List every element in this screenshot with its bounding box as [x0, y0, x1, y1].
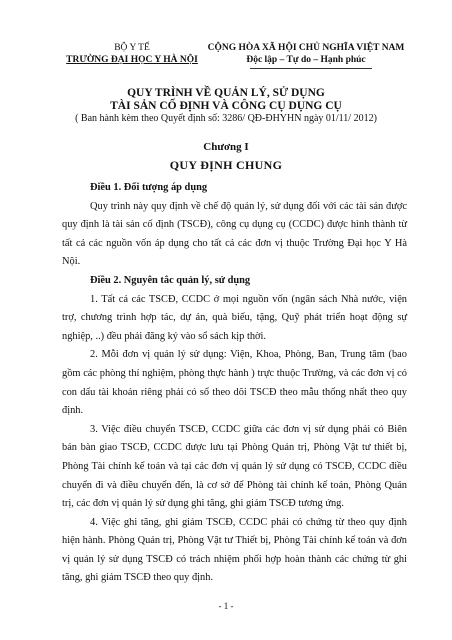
article2-paragraph-3: 3. Việc điều chuyển TSCĐ, CCDC giữa các đơn vị sử dụng phải có Biên bản bàn giao TSCĐ, CCDC được lưu tại Phòng Quản trị, Phòng Vật tư thiết bị, Phòng Tài chính kế toán và tại các đơn vị quản lý sử dụng có TSCĐ, CCDC điều chuyển đi và điều chuyển đến, là cơ sở để Phòng tài chính kế toán, Phòng Quản trị, các đơn vị quản lý sử dụng ghi tăng, ghi giảm TSCĐ tương ứng.: [62, 423, 407, 510]
motto-underline: [250, 68, 372, 69]
article2-paragraph-2: 2. Mỗi đơn vị quản lý sử dụng: Viện, Khoa, Phòng, Ban, Trung tâm (bao gồm các phòng thí nghiệm, phòng thực hành ) trực thuộc Trường, và các đơn vị có con dấu tài khoản riêng phải có sổ theo dõi TSCĐ theo mẫu thống nhất theo quy định.: [62, 349, 407, 417]
article1-paragraph: Quy trình này quy định về chế độ quản lý, sử dụng đối với các tài sản được quy định là tài sản cố định (TSCĐ), công cụ dụng cụ (CCDC) được hình thành từ tất cả các nguồn vốn áp dụng cho tất cả các đơn vị thuộc Trường Đại học Y Hà Nội.: [62, 200, 407, 268]
chapter-number: Chương I: [203, 141, 249, 153]
motto-line: Độc lập – Tự do – Hạnh phúc: [246, 55, 366, 65]
ministry-name: BỘ Y TẾ: [114, 43, 150, 53]
page-number: - 1 -: [218, 601, 234, 611]
article1-heading: Điều 1. Đối tượng áp dụng: [90, 182, 208, 193]
document-title-line1: QUY TRÌNH VỀ QUẢN LÝ, SỬ DỤNG: [127, 87, 325, 99]
document-subtitle: ( Ban hành kèm theo Quyết định số: 3286/ QĐ-ĐHYHN ngày 01/11/ 2012): [75, 113, 377, 124]
article2-heading: Điều 2. Nguyên tắc quản lý, sử dụng: [90, 274, 251, 286]
university-name: TRƯỜNG ĐẠI HỌC Y HÀ NỘI: [66, 55, 198, 65]
article2-paragraph-1: 1. Tất cả các TSCĐ, CCDC ở mọi nguồn vốn (ngân sách Nhà nước, viện trợ, chương trình hợp tác, dự án, quà biếu, tặng, Quỹ phát triển hoạt động sự nghiệp, ..) đều phải đăng ký vào sổ sách kịp thời.: [62, 293, 407, 342]
issuing-agency: [62, 42, 202, 66]
article2-paragraph-4: 4. Việc ghi tăng, ghi giảm TSCĐ, CCDC phải có chứng từ theo quy định hiện hành. Phòng Quản trị, Phòng Vật tư Thiết bị, Phòng Tài chính kế toán và đơn vị quản lý sử dụng TSCĐ có trách nhiệm phối hợp hoàn thành các chứng từ ghi tăng, ghi giảm TSCĐ theo quy định.: [62, 516, 407, 584]
chapter-name: QUY ĐỊNH CHUNG: [169, 158, 283, 172]
national-motto: [200, 42, 412, 66]
document-title-line2: TÀI SẢN CỐ ĐỊNH VÀ CÔNG CỤ DỤNG CỤ: [110, 100, 342, 112]
country-name: CỘNG HÒA XÃ HỘI CHỦ NGHĨA VIỆT NAM: [207, 43, 405, 53]
document-body: [62, 179, 407, 588]
